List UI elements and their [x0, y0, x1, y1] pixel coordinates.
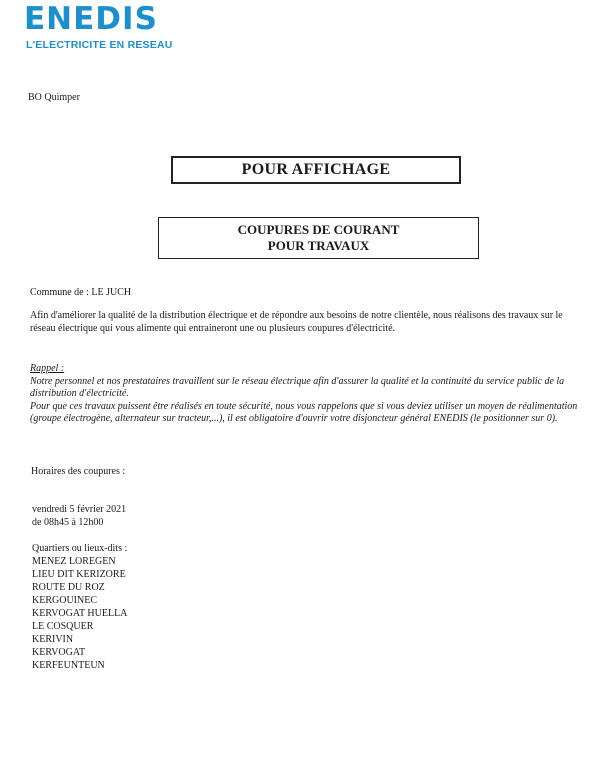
rappel-section [30, 363, 586, 426]
rappel-title: Rappel : [30, 363, 65, 374]
banner-text: POUR AFFICHAGE [241, 161, 391, 178]
intro-paragraph: Afin d'améliorer la qualité de la distribution électrique et de répondre aux besoins de notre clientèle, nous réalisons des travaux sur le réseau électrique qui vous alimente qui entraineront une ou plusieurs coupures d'électricité. [30, 310, 563, 334]
commune: Commune de : LE JUCH [30, 287, 132, 298]
list-item: KERVOGAT HUELLA [32, 608, 128, 619]
schedule-time: de 08h45 à 12h00 [32, 517, 104, 528]
notice-title-box [158, 217, 479, 259]
list-item: ROUTE DU ROZ [32, 582, 105, 593]
list-item: KERVOGAT [32, 647, 86, 658]
rappel-line2: Pour que ces travaux puissent être réalisés en toute sécurité, nous vous rappelons que si vous deviez utiliser un moyen de réalimentation (groupe électrogène, alternateur sur tracteur,...), il est obligatoire d'ouvrir votre disjoncteur général ENEDIS (le positionner sur 0). [30, 400, 578, 424]
logo-tagline: L'ELECTRICITE EN RESEAU [26, 39, 173, 51]
schedule-label: Horaires des coupures : [31, 466, 126, 477]
office-name: BO Quimper [28, 92, 80, 103]
list-item: KERGOUINEC [32, 595, 97, 606]
schedule-date: vendredi 5 février 2021 [32, 504, 127, 515]
rappel-line1: Notre personnel et nos prestataires travaillent sur le réseau électrique afin d'assurer la qualité et la continuité du service public de la distribution d'électricité. [30, 375, 565, 399]
list-item: LIEU DIT KERIZORE [32, 569, 126, 580]
list-item: MENEZ LOREGEN [32, 556, 116, 567]
locations-list [32, 542, 127, 672]
schedule-details [32, 503, 126, 529]
enedis-logo: ENEDIS [24, 1, 158, 37]
list-item: LE COSQUER [32, 621, 94, 632]
banner-box [171, 156, 461, 184]
notice-title-line1: COUPURES DE COURANT [237, 222, 400, 237]
locations-label: Quartiers ou lieux-dits : [32, 543, 128, 554]
list-item: KERFEUNTEUN [32, 660, 105, 671]
list-item: KERIVIN [32, 634, 74, 645]
notice-title-line2: POUR TRAVAUX [267, 238, 370, 253]
